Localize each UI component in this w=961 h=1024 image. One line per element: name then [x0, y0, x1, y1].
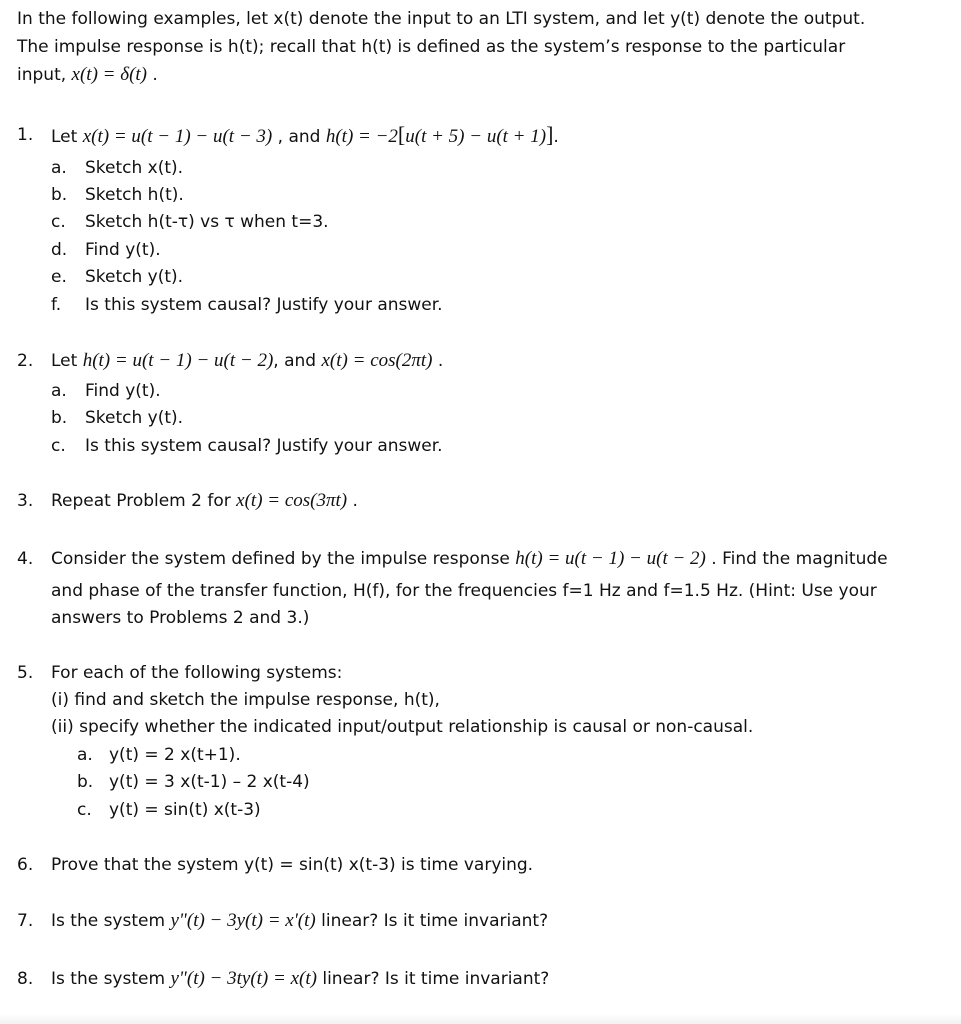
p1-mid: , and	[272, 127, 326, 147]
intro-line-2: The impulse response is h(t); recall that h(t) is defined as the system’s response to the particular	[17, 37, 846, 57]
p1-end: .	[553, 127, 559, 147]
p3-end: .	[347, 491, 358, 511]
p5-item-label: b.	[77, 772, 94, 792]
problem-3-statement	[51, 490, 358, 512]
problem-5-line-1: For each of the following systems:	[51, 663, 343, 683]
p2-item-label: a.	[51, 381, 67, 401]
p5-item-label: c.	[77, 800, 92, 820]
p1-item-text: Sketch h(t-τ) vs τ when t=3.	[85, 212, 329, 232]
p1-item-label: c.	[51, 212, 66, 232]
problem-6-number: 6.	[17, 855, 34, 875]
p2-x-math: x(t) = cos(2πt)	[321, 350, 433, 371]
problem-4-number: 4.	[17, 549, 34, 569]
p4-end: . Find the magnitude	[705, 549, 888, 569]
problem-1-statement	[51, 124, 559, 148]
intro-line-1: In the following examples, let x(t) denote the input to an LTI system, and let y(t) denote the output.	[17, 9, 866, 29]
p5-item-text: y(t) = 2 x(t+1).	[109, 745, 241, 765]
p7-lead: Is the system	[51, 911, 171, 931]
page-bottom-shade	[0, 1014, 961, 1024]
p1-h-math-b: u(t + 5) − u(t + 1)	[405, 126, 547, 147]
p1-item-label: d.	[51, 240, 68, 260]
problem-5-line-3: (ii) specify whether the indicated input/output relationship is causal or non-causal.	[51, 717, 754, 737]
p1-item-label: f.	[51, 295, 62, 315]
p2-item-label: c.	[51, 436, 66, 456]
p2-mid: , and	[273, 351, 322, 371]
p1-item-text: Is this system causal? Justify your answer.	[85, 295, 443, 315]
problem-1-number: 1.	[17, 125, 34, 145]
p8-end: linear? Is it time invariant?	[316, 969, 550, 989]
p4-h-math: h(t) = u(t − 1) − u(t − 2)	[515, 548, 706, 569]
intro-impulse-math: x(t) = δ(t)	[71, 64, 147, 85]
p1-h-math-a: h(t) = −2	[325, 126, 398, 147]
p1-item-label: b.	[51, 185, 68, 205]
problem-7-number: 7.	[17, 911, 34, 931]
p2-item-label: b.	[51, 408, 68, 428]
problem-8-number: 8.	[17, 969, 34, 989]
p1-item-label: e.	[51, 267, 67, 287]
intro-line-3-text: input,	[17, 65, 72, 85]
p2-item-text: Sketch y(t).	[85, 408, 184, 428]
intro-line-3	[17, 64, 158, 86]
problem-3-number: 3.	[17, 491, 34, 511]
problem-6-statement: Prove that the system y(t) = sin(t) x(t-3) is time varying.	[51, 855, 534, 875]
problem-2-statement	[51, 350, 443, 372]
problem-7-statement	[51, 910, 548, 932]
p1-h-close-bracket: ]	[546, 122, 554, 147]
intro-line-3-end: .	[147, 65, 158, 85]
p5-item-text: y(t) = 3 x(t-1) – 2 x(t-4)	[109, 772, 310, 792]
p1-item-text: Find y(t).	[85, 240, 161, 260]
p5-item-text: y(t) = sin(t) x(t-3)	[109, 800, 261, 820]
p1-h-open-bracket: [	[397, 122, 406, 147]
p1-lead: Let	[51, 127, 83, 147]
problem-4-line-3: answers to Problems 2 and 3.)	[51, 608, 310, 628]
p2-end: .	[432, 351, 444, 371]
problem-2-number: 2.	[17, 351, 34, 371]
problem-8-statement	[51, 968, 549, 990]
p8-eq-math: y"(t) − 3ty(t) = x(t)	[170, 968, 317, 989]
problem-5-line-2: (i) find and sketch the impulse response, h(t),	[51, 690, 440, 710]
p7-end: linear? Is it time invariant?	[315, 911, 549, 931]
p1-item-text: Sketch y(t).	[85, 267, 184, 287]
p2-h-math: h(t) = u(t − 1) − u(t − 2)	[82, 350, 274, 371]
p7-eq-math: y"(t) − 3y(t) = x'(t)	[170, 910, 316, 931]
p1-item-text: Sketch x(t).	[85, 158, 184, 178]
p5-item-label: a.	[77, 745, 93, 765]
p2-lead: Let	[51, 351, 83, 371]
p2-item-text: Find y(t).	[85, 381, 161, 401]
problem-4-line-2: and phase of the transfer function, H(f), for the frequencies f=1 Hz and f=1.5 Hz. (Hint: Use your	[51, 581, 877, 601]
p2-item-text: Is this system causal? Justify your answer.	[85, 436, 443, 456]
p1-item-label: a.	[51, 158, 67, 178]
problem-4-line-1	[51, 548, 888, 570]
problem-5-number: 5.	[17, 663, 34, 683]
p3-lead: Repeat Problem 2 for	[51, 491, 237, 511]
p1-item-text: Sketch h(t).	[85, 185, 184, 205]
p3-x-math: x(t) = cos(3πt)	[236, 490, 348, 511]
p8-lead: Is the system	[51, 969, 171, 989]
p4-lead: Consider the system defined by the impulse response	[51, 549, 516, 569]
p1-x-math: x(t) = u(t − 1) − u(t − 3)	[82, 126, 273, 147]
